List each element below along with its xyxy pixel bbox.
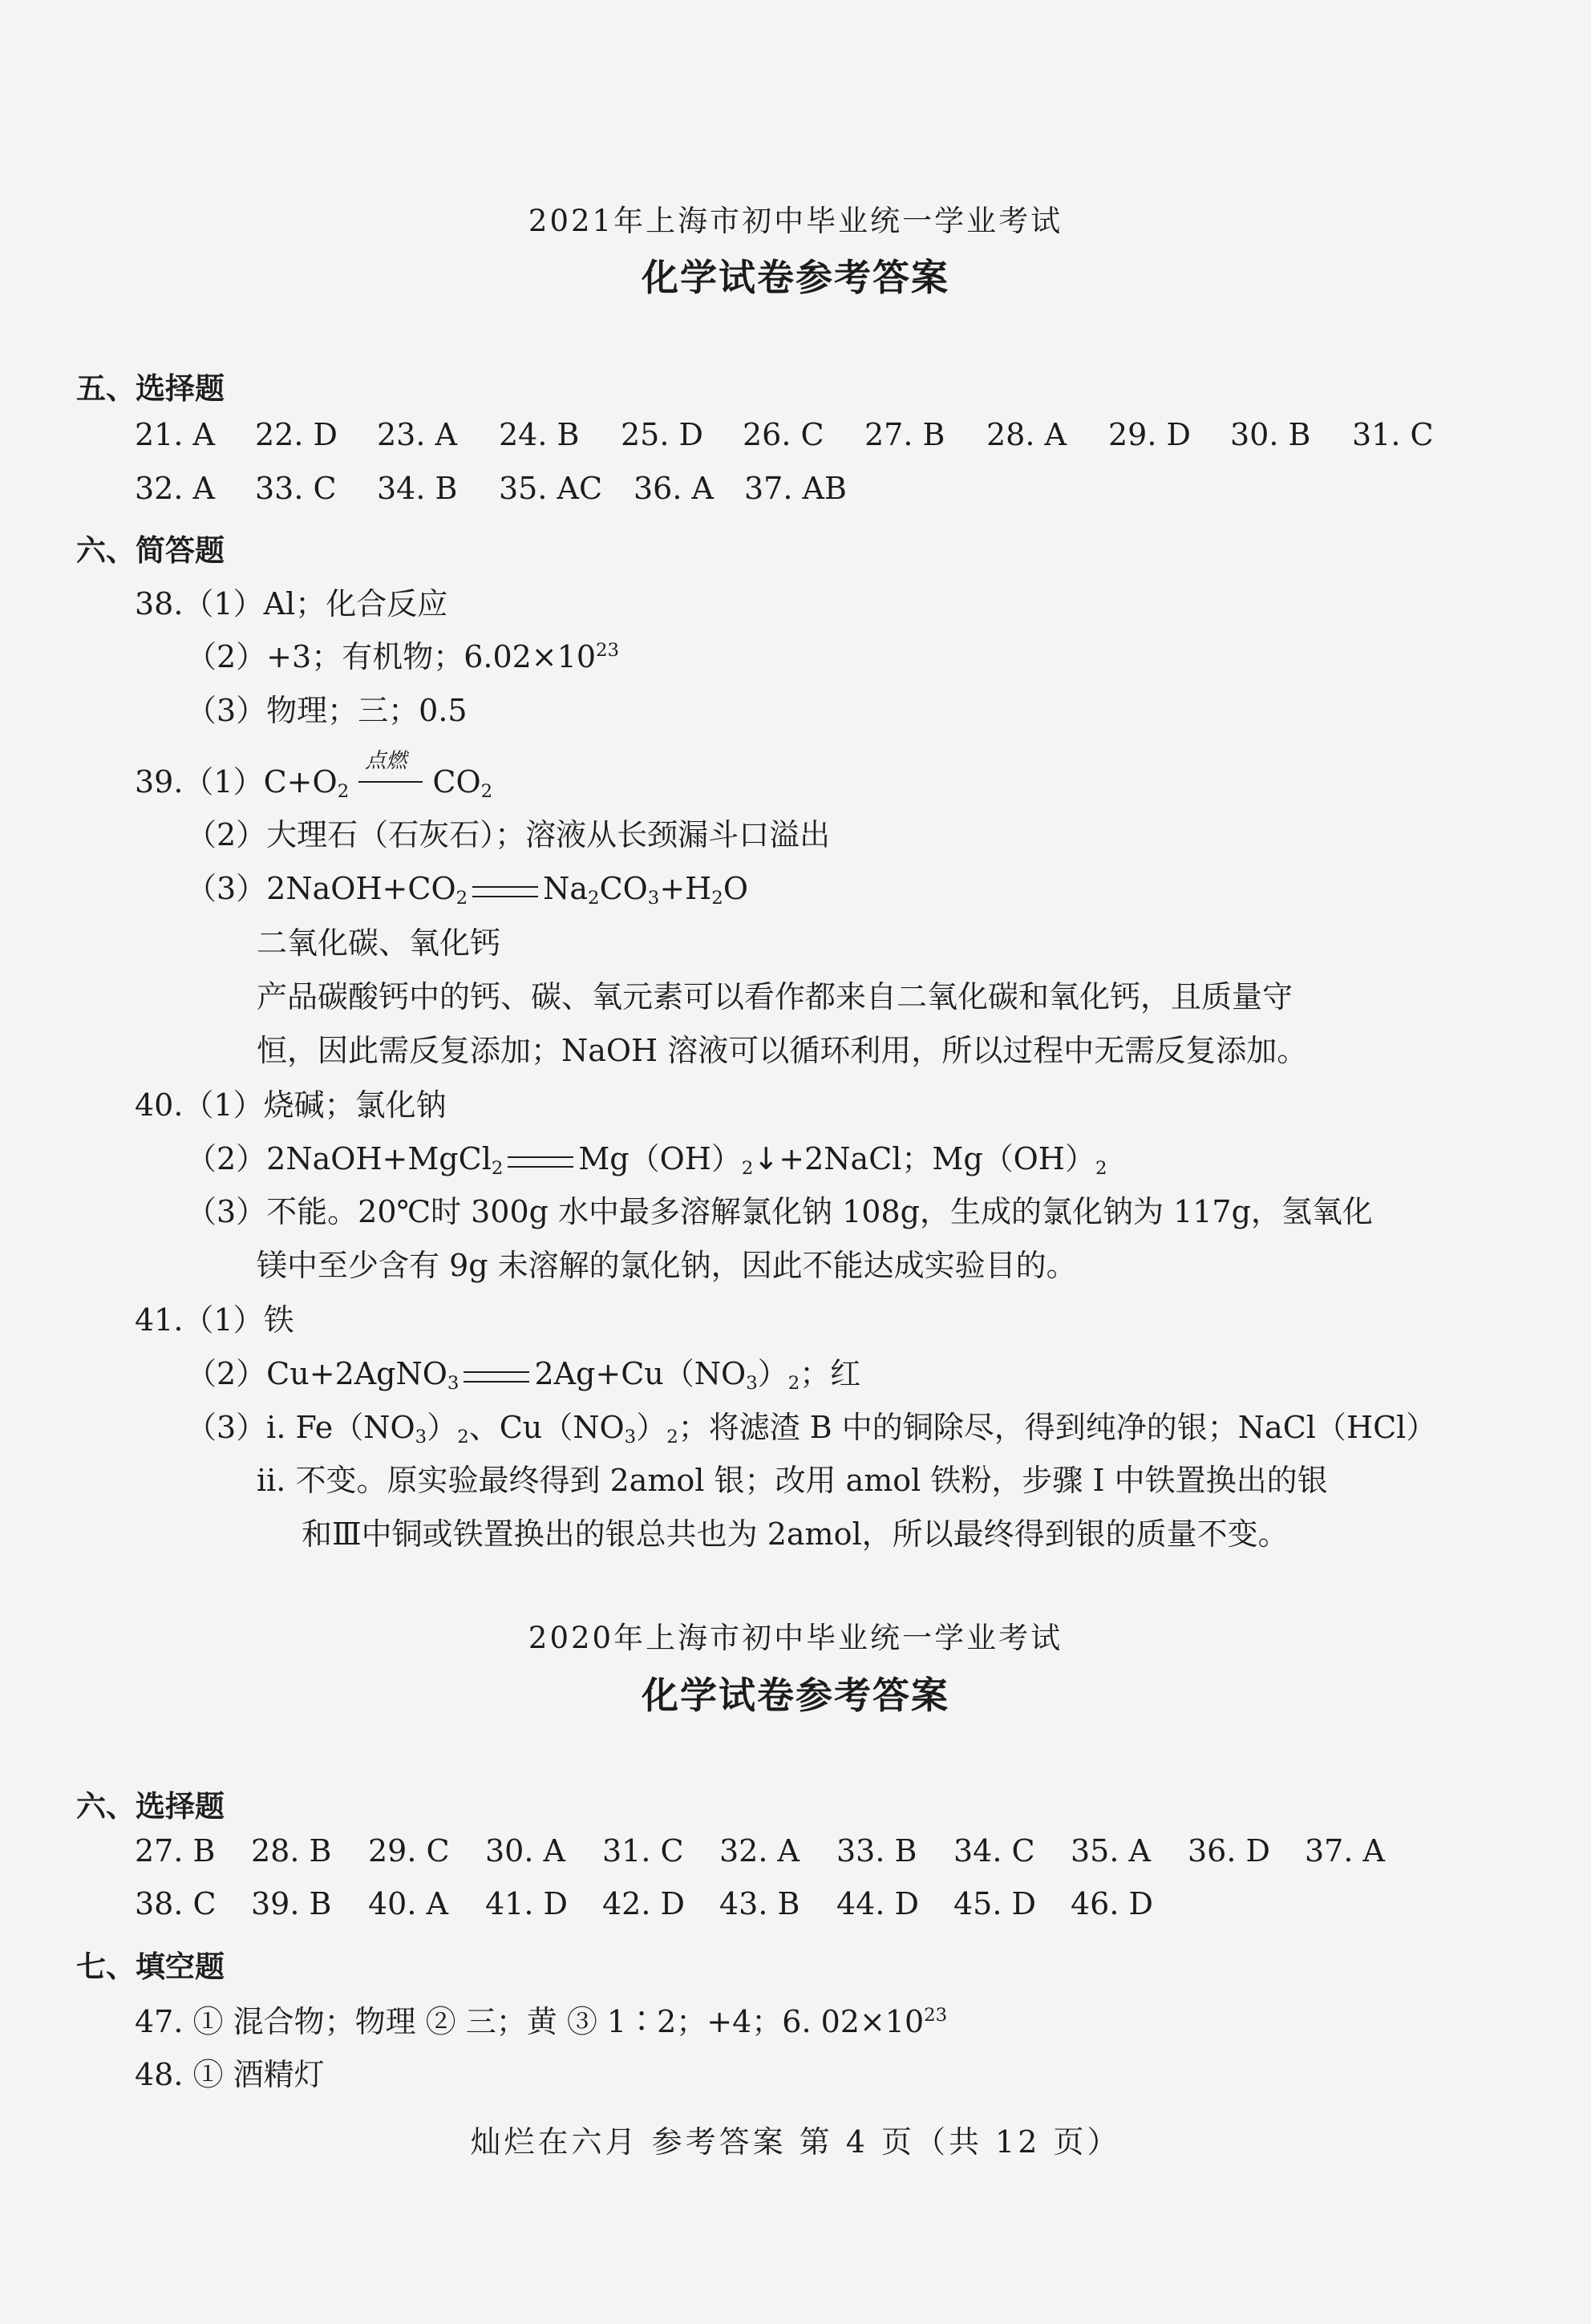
answer-48: 48. ① 酒精灯 <box>135 2057 325 2092</box>
answer-38-2: （2）+3；有机物；$6.02\times 10^{23}$ <box>186 639 620 674</box>
mc-answer: 32. A <box>719 1833 800 1869</box>
answer-38-1: 38.（1）Al；化合反应 <box>135 586 448 621</box>
mc-answer: 27. B <box>135 1833 216 1869</box>
mc-answer: 46. D <box>1071 1886 1153 1921</box>
mc-answer: 25. D <box>621 417 703 452</box>
mc-answer: 37. AB <box>744 471 847 506</box>
mc-answer: 24. B <box>499 417 580 452</box>
mc-answer: 28. A <box>986 417 1067 452</box>
mc-answer: 27. B <box>864 417 945 452</box>
section-heading-mc-2021: 五、选择题 <box>76 371 225 406</box>
mc-answer: 31. C <box>1352 417 1434 452</box>
answer-39-2: （2）大理石（石灰石）；溶液从长颈漏斗口溢出 <box>186 817 831 852</box>
mc-answer: 35. A <box>1071 1833 1151 1869</box>
answer-41-1: 41.（1）铁 <box>135 1302 294 1338</box>
mc-answer: 35. AC <box>499 471 603 506</box>
answer-38-3: （3）物理；三；0.5 <box>186 693 468 728</box>
exam-title-2020: 2020年上海市初中毕业统一学业考试 <box>528 1621 1063 1655</box>
mc-answer: 22. D <box>255 417 338 452</box>
mc-answer: 41. D <box>485 1886 568 1921</box>
mc-answer: 44. D <box>836 1886 919 1921</box>
mc-answer: 34. C <box>953 1833 1035 1869</box>
mc-answer: 33. C <box>255 471 337 506</box>
mc-answer: 37. A <box>1305 1833 1385 1869</box>
answer-40-3-line-1: （3）不能。20℃时 300g 水中最多溶解氯化钠 108g，生成的氯化钠为 117g，氢氧化 <box>186 1194 1373 1229</box>
answer-41-3-ii-line-1: ii. 不变。原实验最终得到 2amol 银；改用 amol 铁粉，步骤 Ⅰ 中铁置换出的银 <box>257 1463 1328 1498</box>
answer-40-1: 40.（1）烧碱；氯化钠 <box>135 1087 447 1123</box>
mc-answer: 21. A <box>135 417 215 452</box>
mc-answer: 26. C <box>743 417 824 452</box>
mc-answer: 34. B <box>377 471 458 506</box>
answer-40-3-line-2: 镁中至少含有 9g 未溶解的氯化钠，因此不能达成实验目的。 <box>257 1248 1077 1283</box>
answer-41-2: （2）Cu+2AgNO$_3$ $2Ag+Cu(NO_3)_2$；红 <box>186 1356 861 1394</box>
mc-answer: 36. D <box>1188 1833 1270 1869</box>
equals-sign <box>464 1371 529 1383</box>
mc-answer: 36. A <box>634 471 714 506</box>
mc-answer: 30. B <box>1230 417 1311 452</box>
mc-answer: 28. B <box>251 1833 332 1869</box>
mc-answer: 29. C <box>368 1833 450 1869</box>
equals-sign <box>508 1156 573 1168</box>
answer-40-2: （2）2NaOH+MgCl$_2$ $Mg(OH)_2↓+2NaCl$；$Mg(OH)_2$ <box>186 1141 1107 1179</box>
reaction-condition: 点燃 <box>358 770 423 800</box>
mc-answers-row-2-2020 <box>135 1886 1159 1921</box>
answer-title-2020: 化学试卷参考答案 <box>642 1674 949 1717</box>
mc-answer: 39. B <box>251 1886 332 1921</box>
page-footer: 灿烂在六月 参考答案 第 4 页（共 12 页） <box>470 2124 1121 2160</box>
answer-39-3: $(3)2NaOH+CO_2$ $Na_2CO_3+H_2O$ <box>186 871 748 909</box>
mc-answers-row-2-2021 <box>135 471 847 506</box>
mc-answers-row-1-2021 <box>135 417 1440 452</box>
mc-answer: 29. D <box>1108 417 1191 452</box>
answer-41-3-ii-line-2: 和Ⅲ中铜或铁置换出的银总共也为 2amol，所以最终得到银的质量不变。 <box>302 1516 1289 1552</box>
section-heading-fill-2020: 七、填空题 <box>76 1949 225 1984</box>
answer-41-3-i: （3）i. $Fe(NO_3)_2$、$Cu(NO_3)_2$；将滤渣 B 中的铜除尽，得到纯净的银；NaCl（HCl） <box>186 1410 1437 1447</box>
mc-answer: 43. B <box>719 1886 800 1921</box>
mc-answer: 42. D <box>602 1886 685 1921</box>
mc-answer: 45. D <box>953 1886 1036 1921</box>
mc-answer: 33. B <box>836 1833 917 1869</box>
answer-39-3-line-4: 恒，因此需反复添加；NaOH 溶液可以循环利用，所以过程中无需反复添加。 <box>257 1033 1308 1068</box>
answer-39-3-line-2: 二氧化碳、氧化钙 <box>257 925 501 961</box>
section-heading-mc-2020: 六、选择题 <box>76 1789 225 1824</box>
exam-title-2021: 2021年上海市初中毕业统一学业考试 <box>528 204 1063 238</box>
answer-39-3-line-3: 产品碳酸钙中的钙、碳、氧元素可以看作都来自二氧化碳和氧化钙，且质量守 <box>257 979 1293 1014</box>
section-heading-short-2021: 六、简答题 <box>76 533 225 568</box>
answer-39-1: $39.(1)C+O_2$ 点燃 $CO_2$ <box>135 748 493 802</box>
mc-answer: 38. C <box>135 1886 217 1921</box>
answer-title-2021: 化学试卷参考答案 <box>642 256 949 299</box>
mc-answer: 40. A <box>368 1886 448 1921</box>
equals-sign <box>472 886 538 897</box>
mc-answer: 32. A <box>135 471 215 506</box>
mc-answers-row-1-2020 <box>135 1833 1393 1869</box>
mc-answer: 31. C <box>602 1833 684 1869</box>
answer-47: 47. ① 混合物；物理 ② 三；黄 ③ 1∶2；+4；6. $02\times 10^{23}$ <box>135 2004 948 2039</box>
mc-answer: 30. A <box>485 1833 565 1869</box>
mc-answer: 23. A <box>377 417 457 452</box>
